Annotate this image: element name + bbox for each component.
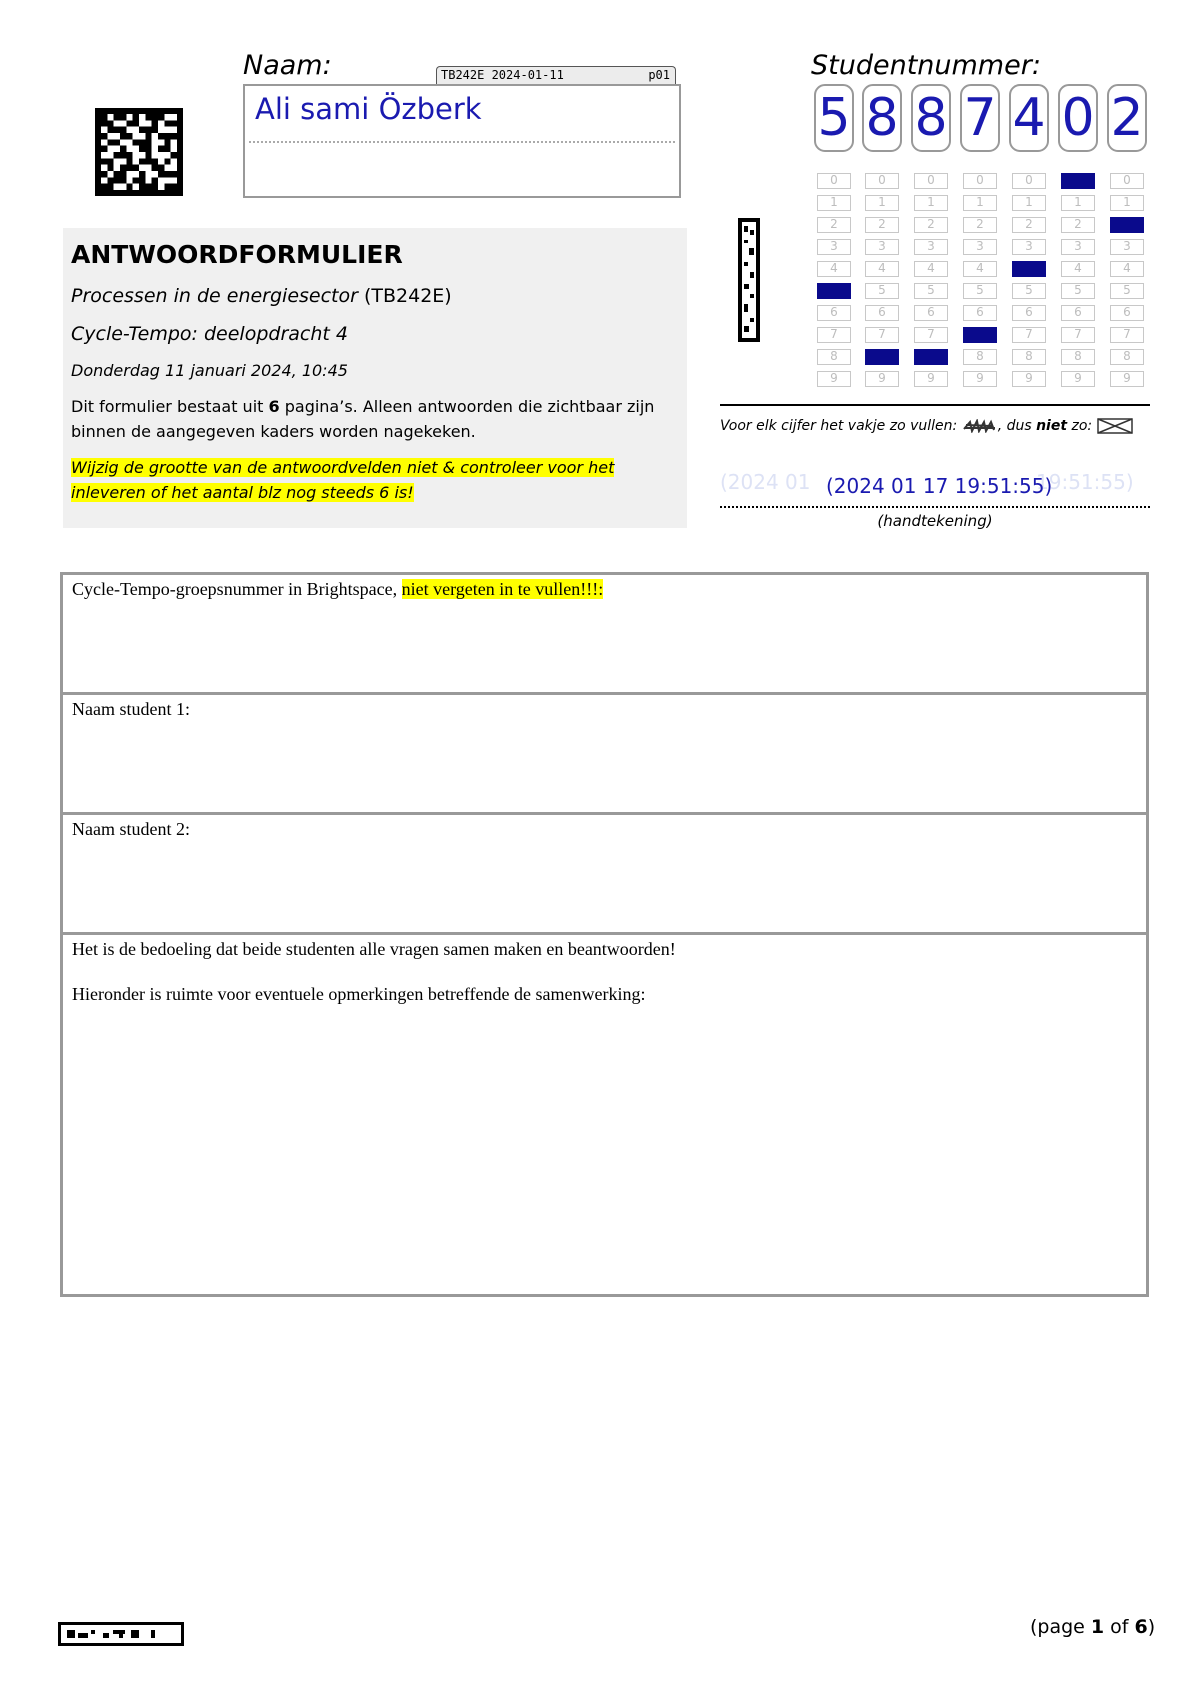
- signature-ghost-right: 19:51:55): [1036, 470, 1134, 494]
- digit-bubble[interactable]: 3: [1061, 239, 1095, 255]
- digit-bubble-filled[interactable]: [963, 327, 997, 343]
- fill-instruction-bold: niet: [1036, 418, 1068, 434]
- digit-bubble[interactable]: 7: [1061, 327, 1095, 343]
- digit-bubble[interactable]: 8: [1012, 349, 1046, 365]
- digit-bubble[interactable]: 8: [963, 349, 997, 365]
- page-mid: of: [1104, 1616, 1135, 1638]
- page-post: ): [1147, 1616, 1156, 1638]
- digit-bubble[interactable]: 9: [865, 371, 899, 387]
- digit-bubble[interactable]: 1: [963, 195, 997, 211]
- digit-bubble[interactable]: 7: [865, 327, 899, 343]
- group-number-label: Cycle-Tempo-groepsnummer in Brightspace,: [72, 579, 402, 599]
- form-title: ANTWOORDFORMULIER: [71, 240, 403, 269]
- name-divider: [249, 141, 675, 143]
- digit-bubble-filled[interactable]: [914, 349, 948, 365]
- digit-bubble[interactable]: 4: [1061, 261, 1095, 277]
- name-value: Ali sami Özberk: [255, 92, 482, 126]
- digit-bubble[interactable]: 5: [963, 283, 997, 299]
- exam-tag: [436, 66, 676, 84]
- digit-bubble[interactable]: 6: [963, 305, 997, 321]
- digit-bubble[interactable]: 8: [817, 349, 851, 365]
- digit-bubble[interactable]: 1: [1110, 195, 1144, 211]
- student2-label: Naam student 2:: [72, 819, 190, 839]
- digit-bubble[interactable]: 2: [817, 217, 851, 233]
- course-code: (TB242E): [357, 285, 452, 307]
- collaboration-remarks-field[interactable]: [63, 935, 1146, 1297]
- digit-bubble[interactable]: 8: [1110, 349, 1144, 365]
- student2-name-field[interactable]: [63, 815, 1146, 935]
- digit-bubble[interactable]: 0: [817, 173, 851, 189]
- signature-stamp: (2024 01 17 19:51:55): [826, 474, 1053, 498]
- digit-bubble[interactable]: 5: [865, 283, 899, 299]
- warning-text: Wijzig de grootte van de antwoordvelden niet & controleer voor het inleveren of het aantal blz nog steeds 6 is!: [71, 458, 615, 502]
- student-digit-box: 5: [814, 84, 854, 152]
- notice-pre: Dit formulier bestaat uit: [71, 397, 269, 416]
- digit-bubble[interactable]: 4: [865, 261, 899, 277]
- course-line: [71, 285, 679, 307]
- digit-bubble[interactable]: 7: [1012, 327, 1046, 343]
- group-number-reminder: niet vergeten in te vullen!!!:: [401, 579, 604, 599]
- digit-bubble[interactable]: 6: [914, 305, 948, 321]
- digit-bubble[interactable]: 9: [1061, 371, 1095, 387]
- digit-bubble[interactable]: 9: [914, 371, 948, 387]
- digit-bubble[interactable]: 7: [1110, 327, 1144, 343]
- digit-bubble[interactable]: 0: [1110, 173, 1144, 189]
- digit-bubble-filled[interactable]: [817, 283, 851, 299]
- student1-name-field[interactable]: [63, 695, 1146, 815]
- vertical-barcode: [738, 218, 760, 342]
- student-digit-box: 7: [960, 84, 1000, 152]
- digit-bubble[interactable]: 2: [963, 217, 997, 233]
- digit-bubble[interactable]: 6: [817, 305, 851, 321]
- digit-bubble[interactable]: 0: [865, 173, 899, 189]
- student-digit-box: 8: [911, 84, 951, 152]
- digit-bubble-filled[interactable]: [1061, 173, 1095, 189]
- group-number-field[interactable]: [63, 575, 1146, 695]
- digit-bubble[interactable]: 0: [963, 173, 997, 189]
- page-count-notice: [71, 394, 679, 444]
- digit-bubble[interactable]: 5: [1012, 283, 1046, 299]
- exam-page: p01: [648, 68, 670, 82]
- digit-bubble-filled[interactable]: [1012, 261, 1046, 277]
- digit-bubble[interactable]: 3: [865, 239, 899, 255]
- digit-bubble[interactable]: 3: [817, 239, 851, 255]
- page-pre: (page: [1030, 1616, 1091, 1638]
- fill-instruction: [720, 404, 1150, 434]
- digit-bubble[interactable]: 4: [914, 261, 948, 277]
- qr-code: [95, 108, 183, 196]
- cross-box-icon: [1097, 418, 1133, 434]
- digit-bubble[interactable]: 2: [1061, 217, 1095, 233]
- name-field[interactable]: [243, 84, 681, 198]
- digit-bubble[interactable]: 7: [914, 327, 948, 343]
- answer-form: [60, 572, 1149, 1297]
- page-total: 6: [1134, 1616, 1148, 1638]
- digit-bubble[interactable]: 9: [1110, 371, 1144, 387]
- digit-bubble[interactable]: 7: [817, 327, 851, 343]
- digit-bubble[interactable]: 6: [865, 305, 899, 321]
- warning-notice: [71, 455, 679, 505]
- student-digit-box: 2: [1107, 84, 1147, 152]
- digit-bubble[interactable]: 3: [914, 239, 948, 255]
- student-digit-box: 0: [1058, 84, 1098, 152]
- scribble-icon: [962, 419, 998, 433]
- student1-label: Naam student 1:: [72, 699, 190, 719]
- digit-bubble[interactable]: 5: [1061, 283, 1095, 299]
- page-current: 1: [1090, 1616, 1105, 1638]
- digit-bubble[interactable]: 8: [1061, 349, 1095, 365]
- digit-bubble[interactable]: 2: [865, 217, 899, 233]
- collaboration-instruction: Het is de bedoeling dat beide studenten alle vragen samen maken en beantwoorden!: [72, 939, 676, 959]
- footer-barcode: [58, 1622, 184, 1646]
- digit-bubble[interactable]: 6: [1061, 305, 1095, 321]
- page-number: [1030, 1616, 1155, 1638]
- fill-instruction-post: zo:: [1067, 418, 1097, 434]
- signature-ghost: (2024 01: [720, 470, 811, 494]
- digit-bubble[interactable]: 4: [817, 261, 851, 277]
- digit-bubble[interactable]: 3: [1110, 239, 1144, 255]
- exam-datetime: Donderdag 11 januari 2024, 10:45: [71, 361, 348, 380]
- digit-bubble[interactable]: 6: [1110, 305, 1144, 321]
- signature-label: (handtekening): [877, 512, 993, 530]
- name-label: Naam:: [243, 50, 332, 81]
- signature-line[interactable]: [720, 506, 1150, 508]
- notice-post: pagina’s. Alleen antwoorden die zichtbaar zijn binnen de aangegeven kaders worden nagekeken.: [71, 397, 655, 441]
- digit-bubble[interactable]: 3: [1012, 239, 1046, 255]
- digit-bubble[interactable]: 1: [865, 195, 899, 211]
- notice-page-count: 6: [268, 397, 280, 416]
- digit-bubble[interactable]: 5: [1110, 283, 1144, 299]
- digit-bubble[interactable]: 6: [1012, 305, 1046, 321]
- digit-bubble[interactable]: 3: [963, 239, 997, 255]
- fill-instruction-mid: , dus: [997, 418, 1037, 434]
- fill-instruction-text: Voor elk cijfer het vakje zo vullen:: [720, 418, 962, 434]
- student-digit-box: 8: [862, 84, 902, 152]
- digit-bubble[interactable]: 9: [963, 371, 997, 387]
- digit-bubble[interactable]: 2: [1012, 217, 1046, 233]
- assignment-line: Cycle-Tempo: deelopdracht 4: [71, 323, 348, 345]
- digit-bubble[interactable]: 0: [1012, 173, 1046, 189]
- digit-bubble[interactable]: 5: [914, 283, 948, 299]
- digit-bubble[interactable]: 1: [1061, 195, 1095, 211]
- digit-bubble[interactable]: 9: [817, 371, 851, 387]
- info-panel: [63, 228, 687, 528]
- digit-bubble[interactable]: 1: [914, 195, 948, 211]
- digit-bubble[interactable]: 1: [1012, 195, 1046, 211]
- digit-bubble[interactable]: 0: [914, 173, 948, 189]
- digit-bubble[interactable]: 1: [817, 195, 851, 211]
- course-name: Processen in de energiesector: [71, 285, 358, 307]
- digit-bubble[interactable]: 4: [1110, 261, 1144, 277]
- student-digit-box: 4: [1009, 84, 1049, 152]
- exam-code: TB242E 2024-01-11: [441, 68, 564, 82]
- student-number-label: Studentnummer:: [811, 50, 1041, 81]
- digit-bubble-filled[interactable]: [865, 349, 899, 365]
- digit-bubble[interactable]: 4: [963, 261, 997, 277]
- digit-bubble[interactable]: 2: [914, 217, 948, 233]
- collaboration-prompt: Hieronder is ruimte voor eventuele opmerkingen betreffende de samenwerking:: [72, 984, 646, 1004]
- digit-bubble[interactable]: 9: [1012, 371, 1046, 387]
- digit-bubble-filled[interactable]: [1110, 217, 1144, 233]
